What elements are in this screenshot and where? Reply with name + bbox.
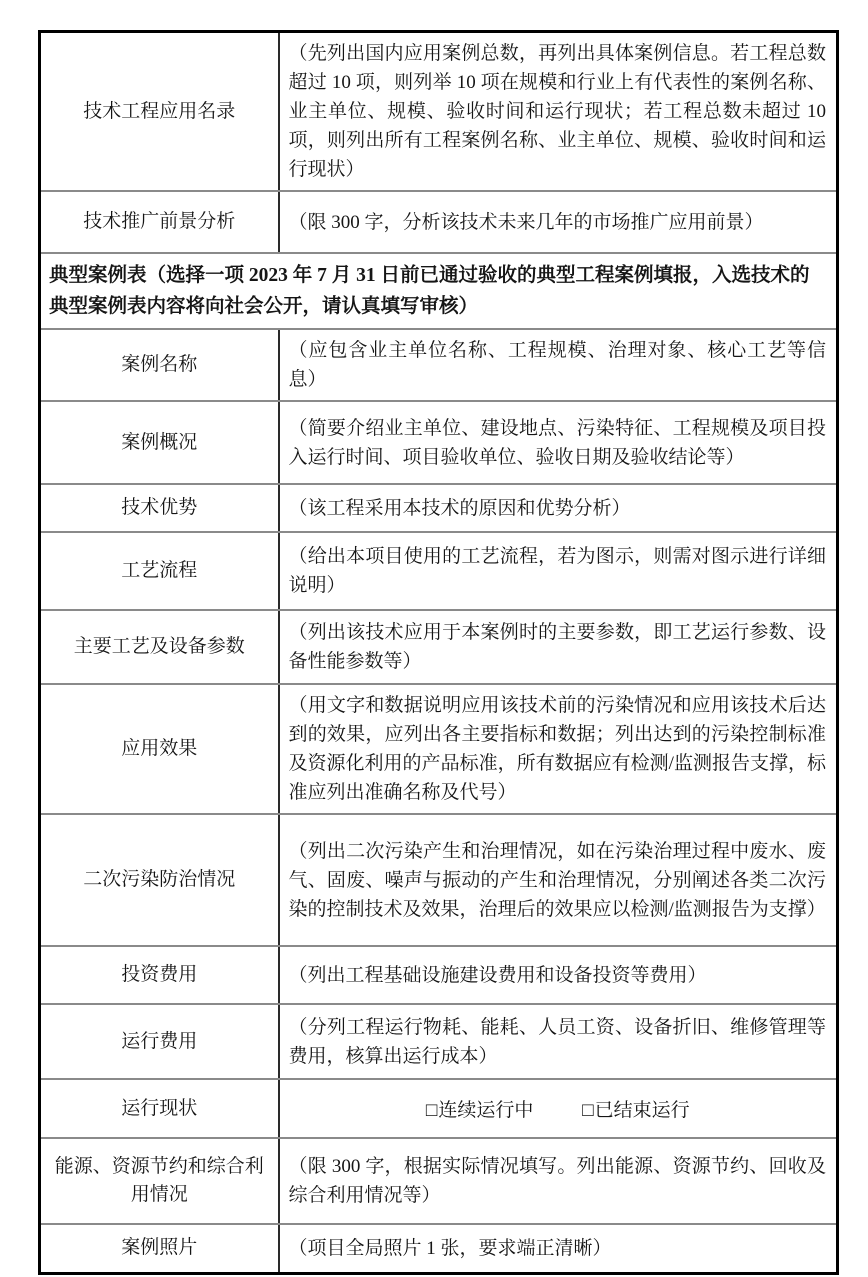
field-label: 技术工程应用名录 <box>40 32 279 192</box>
field-label: 运行现状 <box>40 1079 279 1138</box>
field-label: 技术优势 <box>40 484 279 532</box>
section-header-row <box>40 253 838 329</box>
field-description: （先列出国内应用案例总数，再列出具体案例信息。若工程总数超过 10 项，则列举 10 项在规模和行业上有代表性的案例名称、业主单位、规模、验收时间和运行现状；若工程总数未超过 10 项，则列出所有工程案例名称、业主单位、规模、验收时间和运行现状） <box>279 32 838 192</box>
table-row <box>40 946 838 1004</box>
table-row <box>40 1138 838 1224</box>
field-description: （用文字和数据说明应用该技术前的污染情况和应用该技术后达到的效果，应列出各主要指标和数据；列出达到的污染控制标准及资源化利用的产品标准，所有数据应有检测/监测报告支撑，标准应列出准确名称及代号） <box>279 684 838 814</box>
table-row <box>40 191 838 253</box>
field-label: 应用效果 <box>40 684 279 814</box>
checkbox-option-ended-running[interactable] <box>582 1100 690 1121</box>
field-label: 技术推广前景分析 <box>40 191 279 253</box>
table-row <box>40 814 838 946</box>
operation-status-row <box>40 1079 838 1138</box>
checkbox-option-label: 连续运行中 <box>438 1100 534 1121</box>
field-label: 工艺流程 <box>40 532 279 610</box>
checkbox-option-label: 已结束运行 <box>594 1100 690 1121</box>
table-row <box>40 684 838 814</box>
field-label: 运行费用 <box>40 1004 279 1079</box>
table-row <box>40 32 838 192</box>
checkbox-icon[interactable]: □ <box>582 1100 594 1121</box>
application-form-table <box>38 30 839 1275</box>
field-description: （列出二次污染产生和治理情况，如在污染治理过程中废水、废气、固废、噪声与振动的产生和治理情况，分别阐述各类二次污染的控制技术及效果，治理后的效果应以检测/监测报告为支撑） <box>279 814 838 946</box>
field-label: 案例照片 <box>40 1224 279 1273</box>
field-description: （列出工程基础设施建设费用和设备投资等费用） <box>279 946 838 1004</box>
table-row <box>40 532 838 610</box>
field-description: （分列工程运行物耗、能耗、人员工资、设备折旧、维修管理等费用，核算出运行成本） <box>279 1004 838 1079</box>
field-description: （应包含业主单位名称、工程规模、治理对象、核心工艺等信息） <box>279 329 838 401</box>
field-description: （限 300 字，分析该技术未来几年的市场推广应用前景） <box>279 191 838 253</box>
table-row <box>40 329 838 401</box>
checkbox-option-continuous-running[interactable] <box>426 1100 534 1121</box>
field-label: 二次污染防治情况 <box>40 814 279 946</box>
table-row <box>40 1224 838 1273</box>
field-label: 案例名称 <box>40 329 279 401</box>
section-header-text: 典型案例表（选择一项 2023 年 7 月 31 日前已通过验收的典型工程案例填报，入选技术的典型案例表内容将向社会公开，请认真填写审核） <box>40 253 838 329</box>
table-row <box>40 610 838 684</box>
field-label: 投资费用 <box>40 946 279 1004</box>
checkbox-icon[interactable]: □ <box>425 1100 438 1121</box>
field-label: 主要工艺及设备参数 <box>40 610 279 684</box>
field-description: （简要介绍业主单位、建设地点、污染特征、工程规模及项目投入运行时间、项目验收单位、验收日期及验收结论等） <box>279 401 838 484</box>
operation-status-options <box>279 1079 838 1138</box>
field-description: （项目全局照片 1 张，要求端正清晰） <box>279 1224 838 1273</box>
field-description: （列出该技术应用于本案例时的主要参数，即工艺运行参数、设备性能参数等） <box>279 610 838 684</box>
field-label: 能源、资源节约和综合利用情况 <box>40 1138 279 1224</box>
table-row <box>40 484 838 532</box>
table-row <box>40 1004 838 1079</box>
field-description: （限 300 字，根据实际情况填写。列出能源、资源节约、回收及综合利用情况等） <box>279 1138 838 1224</box>
table-row <box>40 401 838 484</box>
field-description: （该工程采用本技术的原因和优势分析） <box>279 484 838 532</box>
field-label: 案例概况 <box>40 401 279 484</box>
field-description: （给出本项目使用的工艺流程，若为图示，则需对图示进行详细说明） <box>279 532 838 610</box>
